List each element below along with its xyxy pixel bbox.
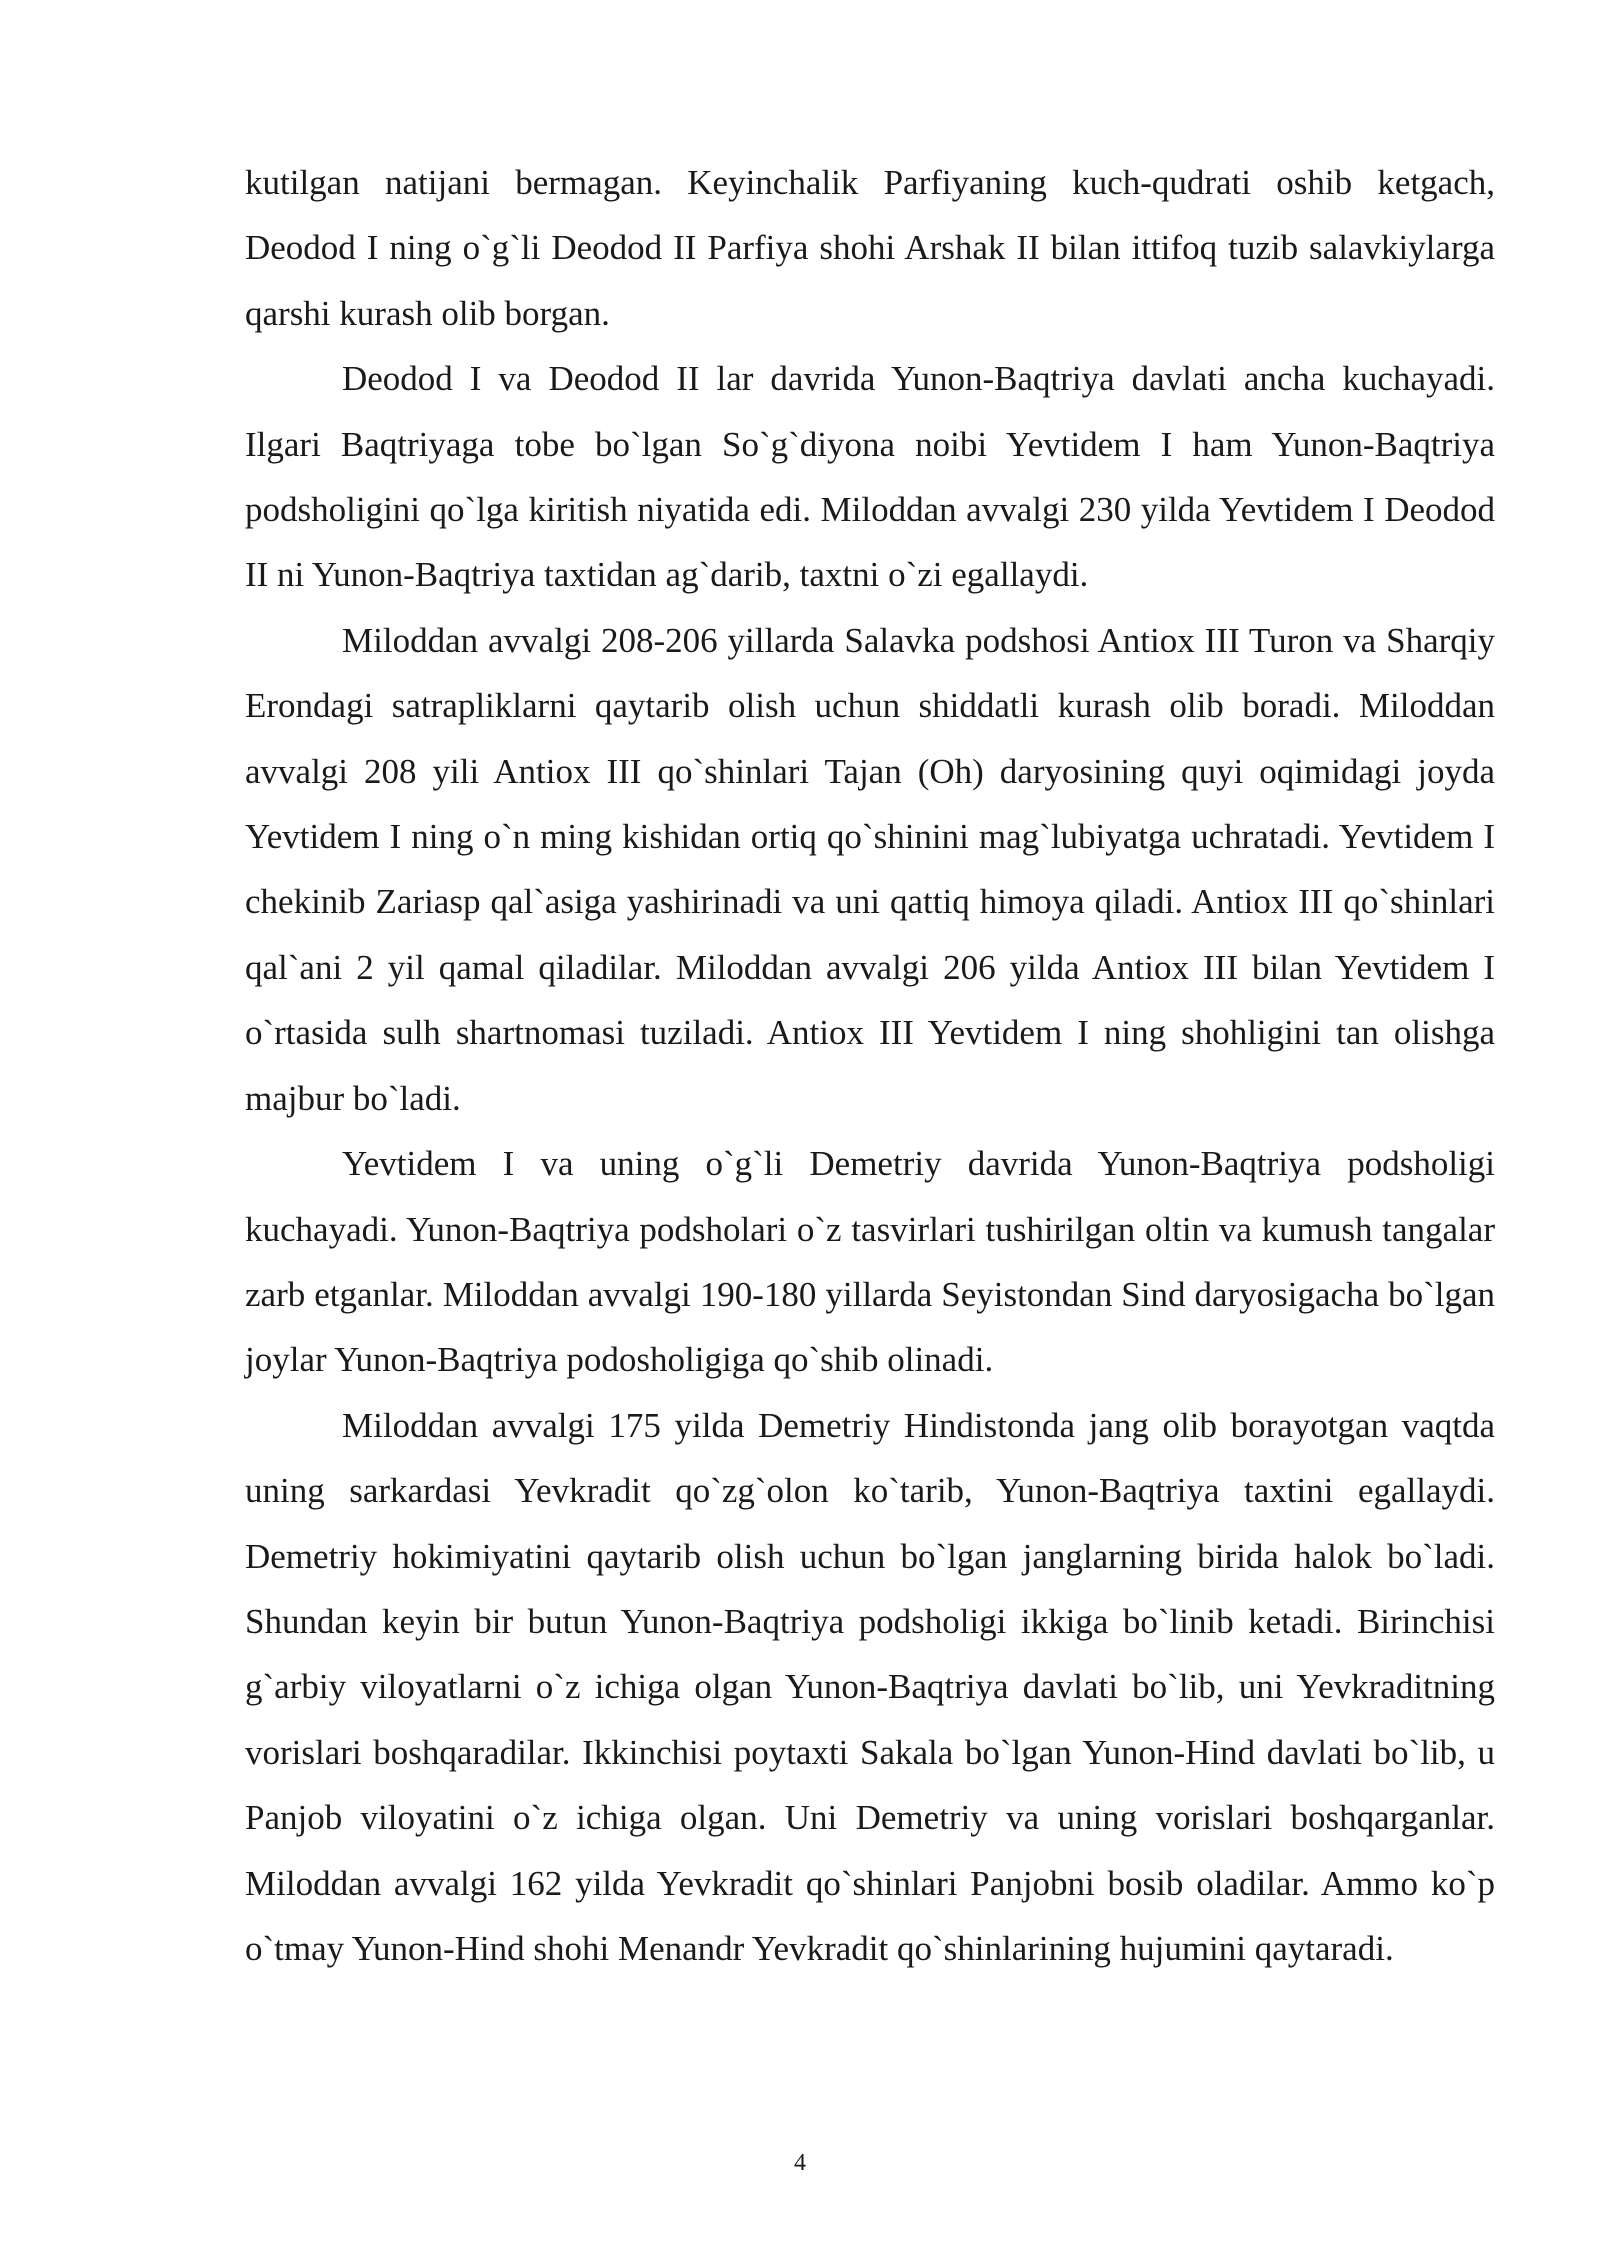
paragraph: Miloddan avvalgi 208-206 yillarda Salavka podshosi Antiox III Turon va Sharqiy Erondagi satrapliklarni qaytarib olish uchun shiddatli kurash olib boradi. Miloddan avvalgi 208 yili Antiox III qo`shinlari Tajan (Oh) daryosining quyi oqimidagi joyda Yevtidem I ning o`n ming kishidan ortiq qo`shinini mag`lubiyatga uchratadi. Yevtidem I chekinib Zariasp qal`asiga yashirinadi va uni qattiq himoya qiladi. Antiox III qo`shinlari qal`ani 2 yil qamal qiladilar. Miloddan avvalgi 206 yilda Antiox III bilan Yevtidem I o`rtasida sulh shartnomasi tuziladi. Antiox III Yevtidem I ning shohligini tan olishga majbur bo`ladi. bbox=[245, 620, 1495, 1118]
paragraph: Miloddan avvalgi 175 yilda Demetriy Hindistonda jang olib borayotgan vaqtda uning sarkardasi Yevkradit qo`zg`olon ko`tarib, Yunon-Baqtriya taxtini egallaydi. Demetriy hokimiyatini qaytarib olish uchun bo`lgan janglarning birida halok bo`ladi. Shundan keyin bir butun Yunon-Baqtriya podsholigi ikkiga bo`linib ketadi. Birinchisi g`arbiy viloyatlarni o`z ichiga olgan Yunon-Baqtriya davlati bo`lib, uni Yevkraditning vorislari boshqaradilar. Ikkinchisi poytaxti Sakala bo`lgan Yunon-Hind davlati bo`lib, u Panjob viloyatini o`z ichiga olgan. Uni Demetriy va uning vorislari boshqarganlar. Miloddan avvalgi 162 yilda Yevkradit qo`shinlari Panjobni bosib oladilar. Ammo ko`p o`tmay Yunon-Hind shohi Menandr Yevkradit qo`shinlarining hujumini qaytaradi. bbox=[245, 1405, 1495, 1968]
paragraph: Deodod I va Deodod II lar davrida Yunon-Baqtriya davlati ancha kuchayadi. Ilgari Baqtriyaga tobe bo`lgan So`g`diyona noibi Yevtidem I ham Yunon-Baqtriya podsholigini qo`lga kiritish niyatida edi. Miloddan avvalgi 230 yilda Yevtidem I Deodod II ni Yunon-Baqtriya taxtidan ag`darib, taxtni o`zi egallaydi. bbox=[245, 359, 1495, 595]
document-body bbox=[245, 150, 1495, 1981]
page-number: 4 bbox=[794, 2150, 806, 2176]
paragraph-continuation: kutilgan natijani bermagan. Keyinchalik Parfiyaning kuch-qudrati oshib ketgach, Deodod I ning o`g`li Deodod II Parfiya shohi Arshak II bilan ittifoq tuzib salavkiylarga qarshi kurash olib borgan. bbox=[245, 163, 1495, 333]
paragraph: Yevtidem I va uning o`g`li Demetriy davrida Yunon-Baqtriya podsholigi kuchayadi. Yunon-Baqtriya podsholari o`z tasvirlari tushirilgan oltin va kumush tangalar zarb etganlar. Miloddan avvalgi 190-180 yillarda Seyistondan Sind daryosigacha bo`lgan joylar Yunon-Baqtriya podosholigiga qo`shib olinadi. bbox=[245, 1144, 1495, 1380]
